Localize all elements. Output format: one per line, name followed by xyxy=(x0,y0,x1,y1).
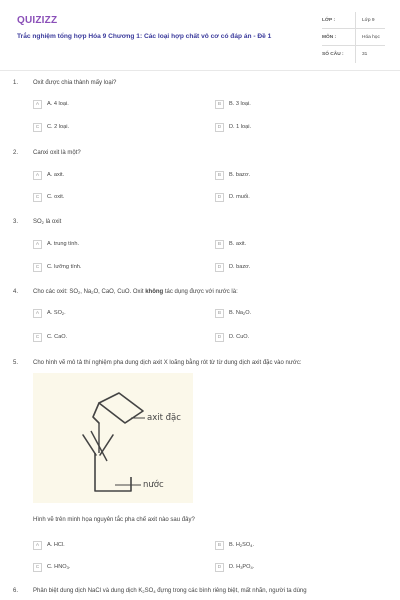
option-label: A. axit. xyxy=(47,172,65,178)
option-letter: A xyxy=(33,100,42,109)
question-text: Canxi oxit là một? xyxy=(33,150,81,156)
option-label: A. HCl. xyxy=(47,542,65,548)
option-letter: A xyxy=(33,240,42,249)
meta-row-count xyxy=(322,46,385,63)
emphasis-text: không xyxy=(145,289,164,295)
question-number: 2. xyxy=(13,150,19,156)
question-text xyxy=(33,219,61,225)
formula-part: . xyxy=(252,542,255,548)
option-b[interactable] xyxy=(215,170,250,180)
question-number: 4. xyxy=(13,289,19,295)
formula-subscript: 2 xyxy=(61,311,65,316)
meta-key: MÔN : xyxy=(322,34,337,40)
formula-part: C. HNO xyxy=(47,564,67,570)
question-text xyxy=(33,289,238,295)
formula-part: A. SO xyxy=(47,310,62,316)
formula-part: . xyxy=(68,564,71,570)
experiment-figure xyxy=(33,373,193,503)
option-letter: D xyxy=(215,563,224,572)
option-c[interactable] xyxy=(33,262,81,272)
option-label: A. 4 loại. xyxy=(47,101,69,107)
formula-subscript: 4 xyxy=(153,589,156,594)
meta-value: Hóa học xyxy=(355,29,380,45)
option-a[interactable] xyxy=(33,239,79,249)
question-number: 3. xyxy=(13,219,19,225)
question-number: 1. xyxy=(13,80,19,86)
option-label: D. bazơ. xyxy=(229,264,251,270)
option-d[interactable] xyxy=(215,562,254,572)
formula-part: . xyxy=(64,310,66,316)
water-label: nước xyxy=(143,480,164,490)
option-letter: B xyxy=(215,100,224,109)
option-a[interactable] xyxy=(33,170,64,180)
text-part: SO xyxy=(144,588,154,594)
option-label xyxy=(47,564,70,570)
formula-part: SO xyxy=(242,542,251,548)
formula-part: B. H xyxy=(229,542,240,548)
option-d[interactable] xyxy=(215,122,251,132)
option-d[interactable] xyxy=(215,192,250,202)
text-part: Cho các oxit: SO xyxy=(33,289,79,295)
option-letter: D xyxy=(215,193,224,202)
option-letter: B xyxy=(215,240,224,249)
acid-label: axit đặc xyxy=(147,413,181,423)
option-a[interactable] xyxy=(33,540,65,550)
option-label xyxy=(47,310,66,316)
option-a[interactable] xyxy=(33,308,66,318)
formula-part: SO xyxy=(33,219,42,225)
option-letter: D xyxy=(215,123,224,132)
option-label: B. 3 loại. xyxy=(229,101,251,107)
header-divider xyxy=(0,70,400,71)
question-text: Oxit được chia thành mấy loại? xyxy=(33,80,117,86)
option-label xyxy=(229,310,251,316)
option-letter: C xyxy=(33,263,42,272)
meta-key: LỚP : xyxy=(322,17,336,23)
option-letter: B xyxy=(215,541,224,550)
formula-subscript: 2 xyxy=(78,290,81,295)
option-c[interactable] xyxy=(33,192,64,202)
option-label: D. 1 loại. xyxy=(229,124,252,130)
option-b[interactable] xyxy=(215,308,251,318)
option-letter: B xyxy=(215,309,224,318)
question-number: 5. xyxy=(13,360,19,366)
formula-subscript: 4 xyxy=(250,565,253,570)
meta-value: 31 xyxy=(355,46,367,63)
option-d[interactable] xyxy=(215,262,250,272)
meta-box xyxy=(322,12,385,63)
option-letter: A xyxy=(33,309,42,318)
option-b[interactable] xyxy=(215,99,251,109)
text-part: tác dụng được với nước là: xyxy=(163,289,238,295)
option-letter: C xyxy=(33,333,42,342)
question-subtext: Hình vẽ trên minh họa nguyên tắc pha chế axit nào sau đây? xyxy=(33,517,195,523)
option-label: D. muối. xyxy=(229,194,250,200)
option-letter: D xyxy=(215,263,224,272)
option-letter: C xyxy=(33,123,42,132)
option-label xyxy=(229,542,254,548)
question-text: Cho hình vẽ mô tả thí nghiệm pha dung dịch axit X loãng bằng rót từ từ dung dịch axit đặc vào nước: xyxy=(33,360,302,366)
formula-part: PO xyxy=(242,564,251,570)
formula-part: D. H xyxy=(229,564,241,570)
option-label: C. CaO. xyxy=(47,334,68,340)
dilution-diagram xyxy=(33,373,193,503)
option-d[interactable] xyxy=(215,332,249,342)
option-b[interactable] xyxy=(215,540,254,550)
option-letter: A xyxy=(33,171,42,180)
text-part: là oxit xyxy=(43,219,62,225)
text-part: đựng trong các bình riêng biệt, mất nhãn, người ta dùng xyxy=(155,588,307,594)
question-number: 6. xyxy=(13,588,19,594)
formula-subscript: 2 xyxy=(239,543,243,548)
option-label: B. bazơ. xyxy=(229,172,251,178)
formula-part: B. Na xyxy=(229,310,243,316)
meta-key: SỐ CÂU : xyxy=(322,52,344,57)
formula-subscript: 3 xyxy=(240,565,243,570)
option-label: C. lưỡng tính. xyxy=(47,264,82,270)
option-letter: D xyxy=(215,333,224,342)
page-title: Trắc nghiệm tổng hợp Hóa 9 Chương 1: Các loại hợp chất vô cơ có đáp án - Đề 1 xyxy=(17,33,272,40)
meta-row-grade xyxy=(322,12,385,29)
option-letter: A xyxy=(33,541,42,550)
option-c[interactable] xyxy=(33,122,69,132)
option-label: C. oxit. xyxy=(47,194,65,200)
formula-subscript: 4 xyxy=(250,543,253,548)
quizizz-logo[interactable]: QUIZIZZ xyxy=(17,15,58,26)
option-label: C. 2 loại. xyxy=(47,124,70,130)
option-c[interactable] xyxy=(33,562,70,572)
option-letter: B xyxy=(215,171,224,180)
formula-part: O. xyxy=(245,310,252,316)
meta-value: Lớp 9 xyxy=(355,12,374,28)
formula-subscript: 2 xyxy=(91,290,94,295)
option-label xyxy=(229,564,254,570)
option-letter: C xyxy=(33,563,42,572)
text-part: Phân biệt dung dịch NaCl và dung dịch K xyxy=(33,588,143,594)
text-part: , Na xyxy=(80,289,92,295)
formula-subscript: 3 xyxy=(66,565,69,570)
option-c[interactable] xyxy=(33,332,67,342)
formula-subscript: 2 xyxy=(142,589,145,594)
option-letter: C xyxy=(33,193,42,202)
option-label: A. trung tính. xyxy=(47,241,80,247)
formula-subscript: 2 xyxy=(41,220,44,225)
option-a[interactable] xyxy=(33,99,69,109)
text-part: O, CaO, CuO. Oxit xyxy=(93,289,146,295)
option-label: D. CuO. xyxy=(229,334,250,340)
formula-subscript: 2 xyxy=(243,311,246,316)
question-text xyxy=(33,588,307,594)
option-label: B. axit. xyxy=(229,241,247,247)
formula-part: . xyxy=(252,564,255,570)
meta-row-subject xyxy=(322,29,385,46)
option-b[interactable] xyxy=(215,239,246,249)
